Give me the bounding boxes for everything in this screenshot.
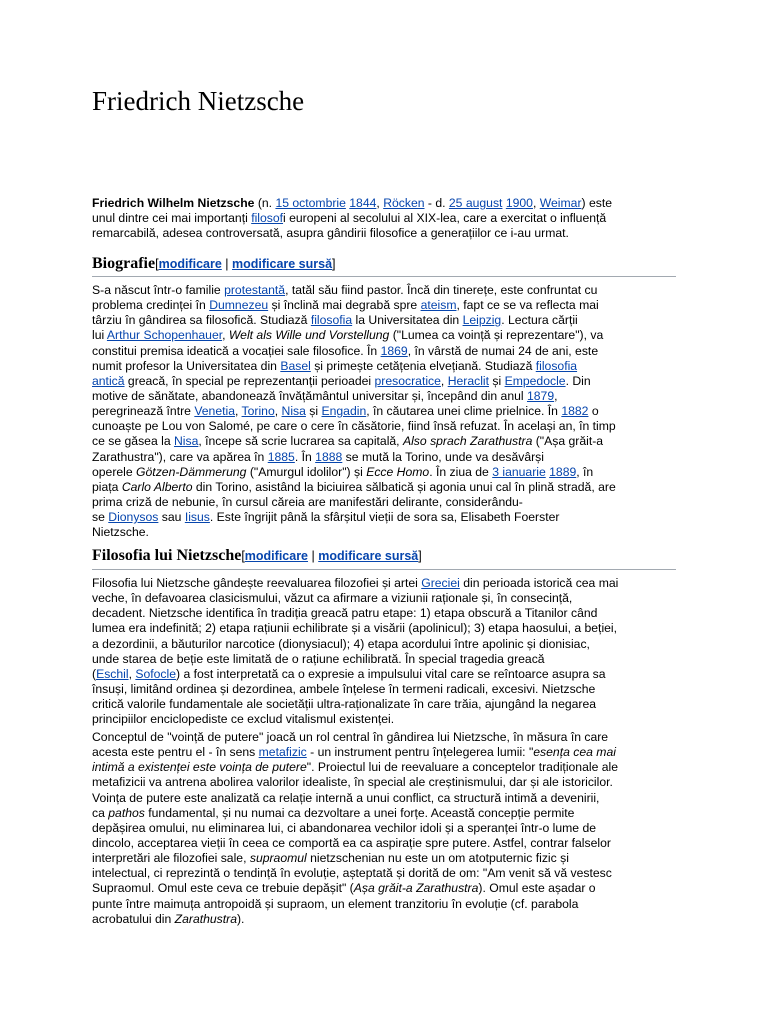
text-segment: . Din xyxy=(565,373,591,388)
text-line xyxy=(92,667,684,682)
text-line xyxy=(92,328,684,343)
text-segment: decadent. Nietzsche identifica în tradiția greacă patru etape: 1) etapa obscură a Titanilor când xyxy=(92,606,598,621)
text-segment: și xyxy=(489,373,505,388)
text-segment: - d. xyxy=(424,196,449,210)
wiki-link[interactable]: antică xyxy=(92,373,125,388)
text-segment: însuși, limitând ordinea și dezordinea, ambele înțelese în termeni radicali, excesivi. Nietzsche xyxy=(92,681,596,696)
edit-section-links: [modificare | modificare sursă] xyxy=(155,257,336,271)
italic-text: Welt als Wille und Vorstellung xyxy=(228,328,390,343)
text-segment: ca xyxy=(92,805,109,820)
wiki-link[interactable]: Engadin xyxy=(321,404,367,419)
text-segment: punte între maimuța antropoidă și supraom, un element tranzitoriu în evoluție (cf. parabola xyxy=(92,896,579,911)
text-segment: , în căutarea unei clime prielnice. În xyxy=(366,404,562,419)
section-title: Biografie xyxy=(92,255,156,272)
text-segment: , xyxy=(274,404,282,419)
text-segment: fundamental, și nu numai ca dezvoltare a unei forțe. Această concepție permite xyxy=(144,805,575,820)
wiki-link[interactable]: Arthur Schopenhauer xyxy=(106,328,223,343)
text-line xyxy=(92,912,684,927)
text-segment: unul dintre cei mai importanți xyxy=(92,211,252,226)
wiki-link[interactable]: Iisus xyxy=(184,510,210,525)
philosophy-paragraph-1 xyxy=(92,576,684,727)
text-segment: Nietzsche. xyxy=(92,525,149,540)
italic-text: Așa grăit-a Zarathustra xyxy=(353,881,479,896)
text-line xyxy=(92,791,684,806)
wiki-link[interactable]: protestantă xyxy=(224,283,286,297)
wiki-link[interactable]: Röcken xyxy=(383,196,425,210)
wiki-link[interactable]: Dionysos xyxy=(108,510,159,525)
wiki-link[interactable]: 1885 xyxy=(267,449,295,464)
text-segment: Zarathustra"), care va apărea în xyxy=(92,449,268,464)
wiki-link[interactable]: Eschil xyxy=(96,666,129,681)
wiki-link[interactable]: 1879 xyxy=(526,388,555,403)
text-segment: ( xyxy=(92,666,97,681)
italic-text: Ecce Homo xyxy=(366,464,430,479)
text-segment: critică valorile fundamentale ale societății ultra-raționalizate în care trăia, ajungând la negarea xyxy=(92,697,597,712)
text-segment: și xyxy=(305,404,322,419)
text-line xyxy=(92,637,684,652)
edit-source-link[interactable]: modificare sursă xyxy=(318,549,419,563)
text-line xyxy=(92,525,684,540)
text-segment: depășirea omului, nu eliminarea lui, ci abandonarea vechilor idoli și a speranței într-o lume de xyxy=(92,820,597,835)
page-title: Friedrich Nietzsche xyxy=(92,86,305,116)
text-segment: , în xyxy=(576,464,594,479)
wiki-link[interactable]: 1888 xyxy=(315,449,343,464)
philosophy-paragraph-2 xyxy=(92,730,684,927)
text-segment: intelectual, ci reprezintă o tendință în evoluție, așteptată și dorită de om: "Am venit să vă vestesc xyxy=(92,866,612,881)
wiki-link[interactable]: Weimar xyxy=(539,196,582,210)
text-line xyxy=(92,344,684,359)
italic-text: esența cea mai xyxy=(533,745,616,760)
text-segment: peregrinează între xyxy=(92,404,195,419)
text-line xyxy=(92,211,684,226)
text-line xyxy=(92,682,684,697)
text-segment: și înclină mai degrabă spre xyxy=(268,298,421,313)
italic-text: pathos xyxy=(108,805,145,820)
text-segment: (n. xyxy=(254,196,276,210)
text-segment: , xyxy=(376,196,384,210)
wiki-link[interactable]: Heraclit xyxy=(447,373,490,388)
wiki-link[interactable]: 1889 xyxy=(549,464,577,479)
italic-text: Götzen-Dämmerung xyxy=(136,464,247,479)
text-segment: din Torino, asistând la biciuirea sălbatică și agonia unui cal în plină stradă, are xyxy=(192,479,616,494)
wiki-link[interactable]: 1844 xyxy=(349,196,377,210)
text-line xyxy=(92,576,684,591)
text-segment: piața xyxy=(92,479,122,494)
text-segment: o xyxy=(588,404,599,419)
text-segment: prima criză de nebunie, în cursul căreia are manifestări delirante, considerându- xyxy=(92,494,523,509)
wiki-link[interactable]: 1869 xyxy=(380,343,408,358)
text-segment: sau xyxy=(158,510,185,525)
text-segment: ). Omul este așadar o xyxy=(478,881,596,896)
wiki-link[interactable]: 25 august xyxy=(448,196,503,210)
text-segment: , xyxy=(128,666,136,681)
wiki-link[interactable]: Venetia xyxy=(194,404,235,419)
edit-section-link[interactable]: modificare xyxy=(158,257,222,271)
wiki-link[interactable]: Nisa xyxy=(281,404,306,419)
text-segment: interpretări ale filozofiei sale, xyxy=(92,851,250,866)
text-segment: Voința de putere este analizată ca relație internă a unui conflict, ca structură intimă a devenirii, xyxy=(92,790,600,805)
wiki-link[interactable]: filosof xyxy=(251,211,284,226)
text-line xyxy=(92,196,684,211)
wiki-link[interactable]: 1900 xyxy=(505,196,533,210)
text-segment: , xyxy=(222,328,229,343)
wiki-link[interactable]: Empedocle xyxy=(504,373,566,388)
section-title: Filosofia lui Nietzsche xyxy=(92,547,242,564)
text-line xyxy=(92,359,684,374)
wiki-link[interactable]: Sofocle xyxy=(135,666,177,681)
text-line xyxy=(92,434,684,449)
text-segment: veche, în defavoarea clasicismului, văzut ca afirmare a viziunii raționale și, în consecință, xyxy=(92,591,573,606)
text-segment: cunoaște pe Lou von Salomé, pe care o cere în căsătorie, fiind însă refuzat. În același an, în timp xyxy=(92,419,616,434)
text-segment: târziu în gândirea sa filosofică. Studiază xyxy=(92,313,311,328)
text-line xyxy=(92,404,684,419)
text-line xyxy=(92,730,684,745)
text-segment: nietzschenian nu este un om atotputernic fizic și xyxy=(306,851,569,866)
text-line xyxy=(92,450,684,465)
text-line xyxy=(92,226,684,241)
text-segment: lui xyxy=(92,328,107,343)
text-segment: , xyxy=(440,373,448,388)
section-heading-biografie xyxy=(92,255,676,277)
text-segment: dincolo, acceptarea vieții în ceea ce comportă ea ca aspirație spre putere. Astfel, contrar falselor xyxy=(92,835,611,850)
text-segment: ). xyxy=(237,911,245,926)
text-segment: Filosofia lui Nietzsche gândește reevaluarea filozofiei și artei xyxy=(92,576,422,590)
text-segment: operele xyxy=(92,464,137,479)
text-line xyxy=(92,495,684,510)
text-segment: acesta este pentru el - în sens xyxy=(92,745,259,760)
text-segment: la Universitatea din xyxy=(352,313,463,328)
text-segment: . În xyxy=(294,449,316,464)
text-line xyxy=(92,821,684,836)
biography-paragraph xyxy=(92,283,684,540)
text-line xyxy=(92,745,684,760)
text-line xyxy=(92,298,684,313)
italic-text: supraomul xyxy=(249,851,307,866)
text-segment: . În ziua de xyxy=(429,464,493,479)
wiki-link[interactable]: Leipzig xyxy=(462,313,502,328)
text-line xyxy=(92,712,684,727)
text-segment: se xyxy=(92,510,109,525)
text-line xyxy=(92,419,684,434)
text-segment: i europeni al secolului al XIX-lea, care a exercitat o influență xyxy=(283,211,607,226)
text-line xyxy=(92,881,684,896)
text-line xyxy=(92,806,684,821)
text-segment: ("Așa grăit-a xyxy=(532,434,604,449)
text-segment: din perioada istorică cea mai xyxy=(459,576,619,590)
text-segment: ce se găsea la xyxy=(92,434,174,449)
text-segment: remarcabilă, adesea controversată, asupra gândirii filosofice a generațiilor ce i-au urmat. xyxy=(92,226,569,241)
wiki-link[interactable]: Torino xyxy=(241,404,275,419)
wiki-link[interactable]: 3 ianuarie xyxy=(492,464,546,479)
text-line xyxy=(92,283,684,298)
wiki-link[interactable]: presocratice xyxy=(374,373,441,388)
text-line xyxy=(92,775,684,790)
text-segment: ("Amurgul idolilor") și xyxy=(246,464,367,479)
intro-paragraph xyxy=(92,196,684,241)
text-segment: ". Proiectul lui de reevaluare a conceptelor tradiționale ale xyxy=(306,760,618,775)
text-segment: ("Lumea ca voință și reprezentare"), va xyxy=(389,328,604,343)
text-line xyxy=(92,510,684,525)
section-heading-filosofia xyxy=(92,547,676,570)
text-segment: unde starea de beție este limitată de o rațiune echilibrată. În special tragedia greacă xyxy=(92,651,545,666)
text-segment: . Lectura cărții xyxy=(501,313,578,328)
wiki-link[interactable]: 1882 xyxy=(561,404,589,419)
wiki-link[interactable]: metafizic xyxy=(258,745,307,760)
text-segment: și primește cetățenia elvețiană. Studiază xyxy=(310,358,536,373)
text-line xyxy=(92,606,684,621)
wiki-link[interactable]: Nisa xyxy=(173,434,199,449)
text-segment: numit profesor la Universitatea din xyxy=(92,358,281,373)
text-line xyxy=(92,836,684,851)
text-segment: . Este îngrijit până la sfârșitul vieții de sora sa, Elisabeth Foerster xyxy=(209,510,560,525)
text-line xyxy=(92,591,684,606)
wiki-link[interactable]: ateism xyxy=(420,298,457,313)
text-line xyxy=(92,389,684,404)
text-segment: ) este xyxy=(581,196,612,210)
text-segment: problema credinței în xyxy=(92,298,210,313)
wiki-link[interactable]: Basel xyxy=(280,358,311,373)
text-segment: Conceptul de "voință de putere" joacă un rol central în gândirea lui Nietzsche, în măsura în care xyxy=(92,730,609,744)
text-segment: se mută la Torino, unde va desăvârși xyxy=(342,449,544,464)
italic-text: Carlo Alberto xyxy=(121,479,193,494)
wiki-link[interactable]: filosofia xyxy=(310,313,353,328)
text-segment: lumea era indefinită; 2) etapa rațiunii echilibrate și a visării (apolinicul); 3) etapa haosului, a beției, xyxy=(92,621,618,636)
text-line xyxy=(92,374,684,389)
text-line xyxy=(92,621,684,636)
text-segment: constitui premisa ideatică a vocației sale filosofice. În xyxy=(92,343,381,358)
text-segment: greacă, în special pe reprezentanții perioadei xyxy=(124,373,375,388)
text-segment: , fapt ce se va reflecta mai xyxy=(456,298,599,313)
text-line xyxy=(92,866,684,881)
text-line xyxy=(92,480,684,495)
italic-text: Zarathustra xyxy=(174,911,237,926)
text-line xyxy=(92,851,684,866)
italic-text: intimă a existenței este voința de putere xyxy=(92,760,307,775)
text-line xyxy=(92,697,684,712)
text-segment: ) a fost interpretată ca o expresie a impulsului vital care se reîntoarce asupra sa xyxy=(176,666,606,681)
wiki-link[interactable]: Dumnezeu xyxy=(209,298,269,313)
text-segment: , xyxy=(532,196,540,210)
wiki-link[interactable]: 15 octombrie xyxy=(275,196,346,210)
text-segment: metafizicii va antrena abolirea valorilor idealiste, în special ale creștinismului, dar și ale istoricilor. xyxy=(92,775,613,790)
edit-section-links: [modificare | modificare sursă] xyxy=(241,549,422,563)
text-line xyxy=(92,897,684,912)
text-segment: principiilor enciclopediste ce exclud vitalismul existenței. xyxy=(92,712,395,727)
text-segment: Supraomul. Omul este ceva ce trebuie depășit" ( xyxy=(92,881,354,896)
text-line xyxy=(92,760,684,775)
text-segment: - un instrument pentru înțelegerea lumii: " xyxy=(306,745,534,760)
text-line xyxy=(92,652,684,667)
text-segment: acrobatului din xyxy=(92,911,175,926)
edit-source-link[interactable]: modificare sursă xyxy=(232,257,333,271)
wiki-link[interactable]: filosofia xyxy=(535,358,578,373)
text-segment: , xyxy=(234,404,242,419)
text-segment: , începe să scrie lucrarea sa capitală, xyxy=(198,434,403,449)
edit-section-link[interactable]: modificare xyxy=(244,549,309,563)
text-segment: , tatăl său fiind pastor. Încă din tinerețe, este confruntat cu xyxy=(285,283,598,297)
italic-text: Also sprach Zarathustra xyxy=(402,434,533,449)
text-segment: , xyxy=(554,388,558,403)
text-segment: , în vârstă de numai 24 de ani, este xyxy=(407,343,599,358)
bold-text: Friedrich Wilhelm Nietzsche xyxy=(92,196,255,210)
text-line xyxy=(92,465,684,480)
wiki-link[interactable]: Greciei xyxy=(421,576,460,590)
text-segment: a dezordinii, a băuturilor narcotice (dionysiacul); 4) etapa acordului între apolinic și dionisiac, xyxy=(92,636,590,651)
text-segment: motive de sănătate, abandonează învățământul universitar și, începând din anul xyxy=(92,388,527,403)
text-segment: S-a născut într-o familie xyxy=(92,283,225,297)
text-line xyxy=(92,313,684,328)
